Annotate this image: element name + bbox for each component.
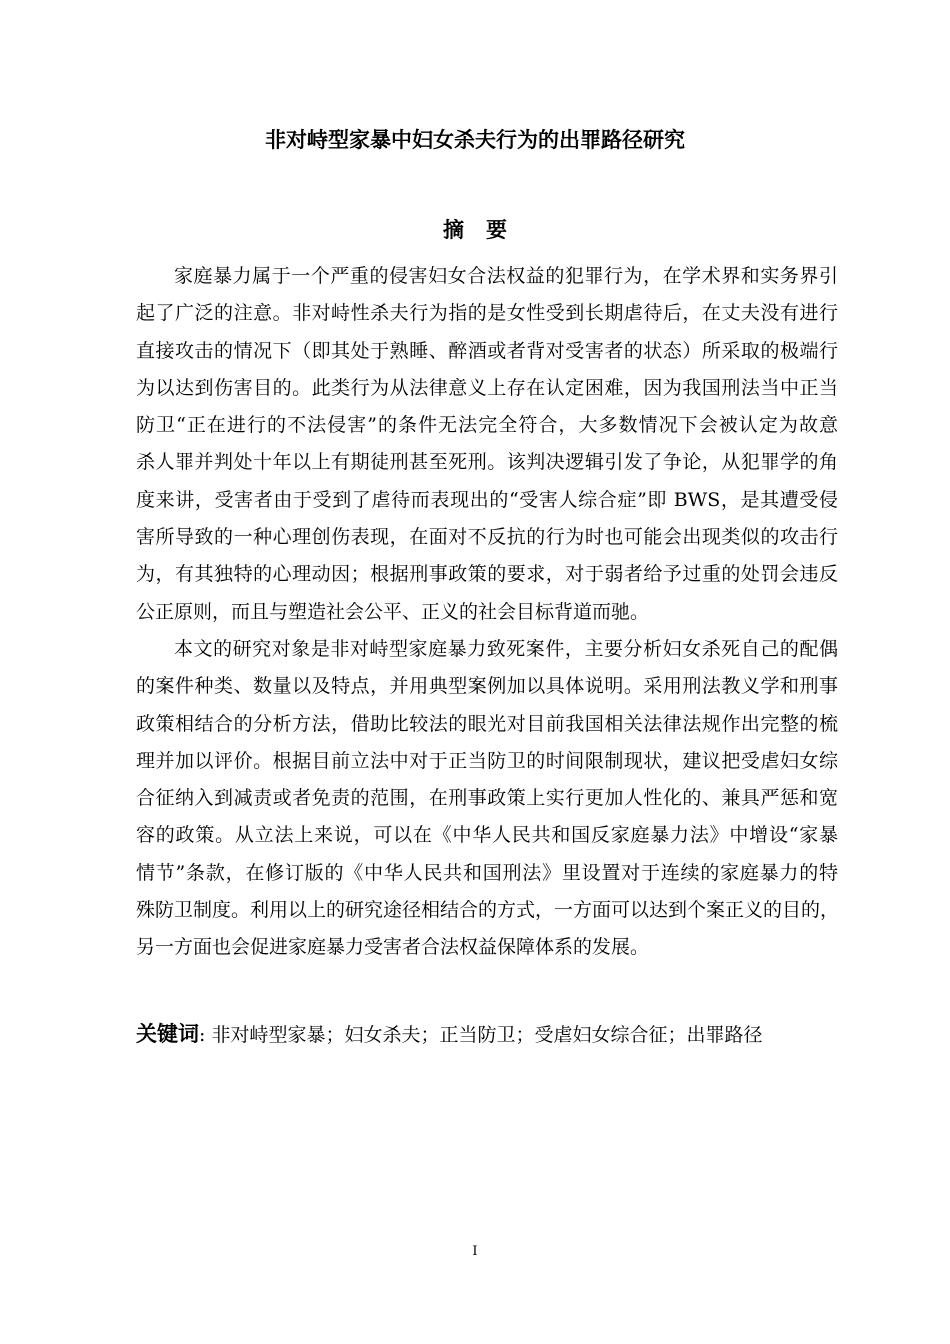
abstract-body (136, 258, 838, 967)
text-line: 度来讲，受害者由于受到了虐待而表现出的“受害人综合症”即 BWS，是其遭受侵 (136, 488, 838, 511)
text-line: 害所导致的一种心理创伤表现，在面对不反抗的行为时也可能会出现类似的攻击行 (136, 526, 838, 549)
keywords-text: 非对峙型家暴；妇女杀夫；正当防卫；受虐妇女综合征；出罪路径 (211, 1024, 763, 1046)
text-line: 杀人罪并判处十年以上有期徒刑甚至死刑。该判决逻辑引发了争论，从犯罪学的角 (136, 451, 838, 474)
keywords-separator: : (199, 1024, 206, 1046)
text-line: 政策相结合的分析方法，借助比较法的眼光对目前我国相关法律法规作出完整的梳 (136, 712, 838, 735)
abstract-heading: 摘要 (443, 218, 529, 242)
page-number: I (472, 1244, 478, 1259)
text-line: 的案件种类、数量以及特点，并用典型案例加以具体说明。采用刑法教义学和刑事 (136, 675, 838, 698)
document-title: 非对峙型家暴中妇女杀夫行为的出罪路径研究 (265, 128, 685, 152)
abstract-paragraph (136, 631, 838, 967)
text-line: 为以达到伤害目的。此类行为从法律意义上存在认定困难，因为我国刑法当中正当 (136, 376, 838, 399)
text-line: 容的政策。从立法上来说，可以在《中华人民共和国反家庭暴力法》中增设“家暴 (136, 824, 838, 847)
text-line: 公正原则，而且与塑造社会公平、正义的社会目标背道而驰。 (136, 600, 650, 623)
text-line: 理并加以评价。根据目前立法中对于正当防卫的时间限制现状，建议把受虐妇女综 (136, 749, 838, 772)
abstract-paragraph (136, 258, 838, 631)
text-line: 殊防卫制度。利用以上的研究途径相结合的方式，一方面可以达到个案正义的目的， (136, 899, 840, 922)
keywords-label: 关键词 (136, 1022, 199, 1046)
text-line: 起了广泛的注意。非对峙性杀夫行为指的是女性受到长期虐待后，在丈夫没有进行 (136, 302, 838, 325)
text-line: 情节”条款，在修订版的《中华人民共和国刑法》里设置对于连续的家庭暴力的特 (136, 861, 838, 884)
text-line: 为，有其独特的心理动因；根据刑事政策的要求，对于弱者给予过重的处罚会违反 (136, 563, 838, 586)
text-line: 家庭暴力属于一个严重的侵害妇女合法权益的犯罪行为，在学术界和实务界引 (174, 265, 838, 287)
text-line: 防卫“正在进行的不法侵害”的条件无法完全符合，大多数情况下会被认定为故意 (136, 414, 838, 437)
text-line: 直接攻击的情况下（即其处于熟睡、醉酒或者背对受害者的状态）所采取的极端行 (136, 339, 838, 362)
text-line: 合征纳入到减责或者免责的范围，在刑事政策上实行更加人性化的、兼具严惩和宽 (136, 787, 838, 810)
keywords (136, 1018, 762, 1048)
text-line: 另一方面也会促进家庭暴力受害者合法权益保障体系的发展。 (136, 936, 650, 959)
text-line: 本文的研究对象是非对峙型家庭暴力致死案件，主要分析妇女杀死自己的配偶 (174, 637, 838, 660)
